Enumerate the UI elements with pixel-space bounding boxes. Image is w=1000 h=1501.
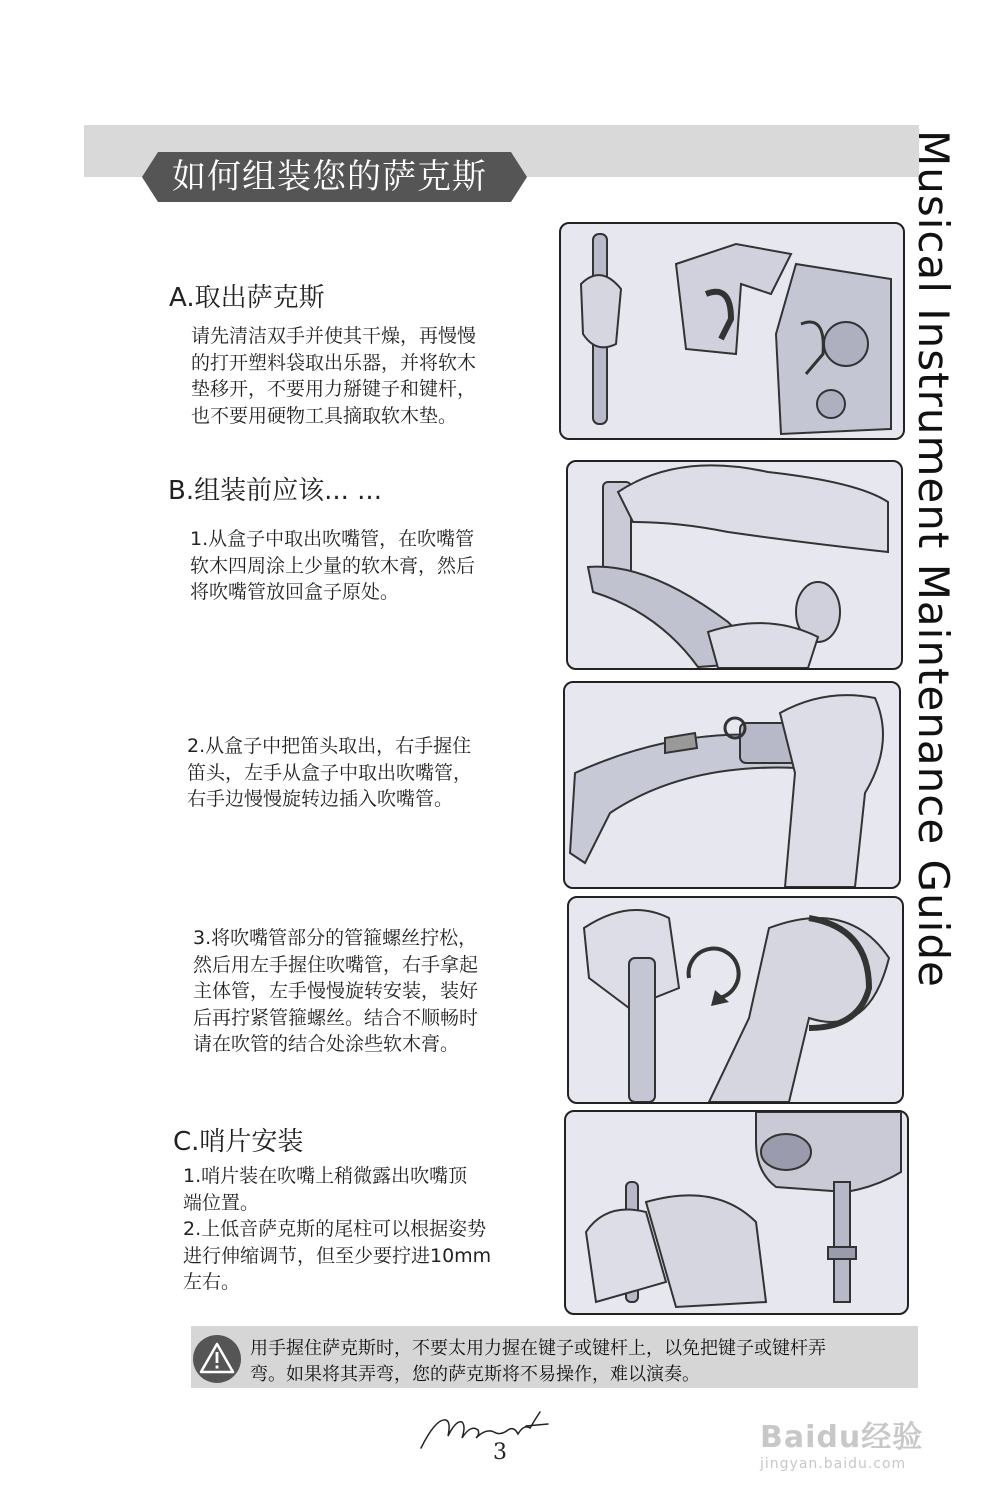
section-b-step2 [187,733,517,813]
text-line: 主体管，左手慢慢旋转安装，装好 [193,980,479,1002]
illustration-body-assembly [567,896,904,1104]
text-line: 请先清洁双手并使其干燥，再慢慢 [191,325,477,347]
text-line: 弯。如果将其弄弯，您的萨克斯将不易操作，难以演奏。 [250,1364,700,1385]
text-line: 左右。 [183,1271,241,1293]
text-line: 端位置。 [183,1191,260,1214]
text-line: 右手边慢慢旋转边插入吹嘴管。 [187,788,454,810]
watermark [760,1412,960,1482]
watermark-url: jingyan.baidu.com [760,1456,907,1472]
signature-logo [416,1408,556,1453]
text-line: 后再拧紧管箍螺丝。结合不顺畅时 [193,1006,479,1029]
text-line: 将吹嘴管放回盒子原处。 [190,581,400,603]
watermark-logo: Baidu经验 [760,1420,924,1455]
text-line: 然后用左手握住吹嘴管，右手拿起 [193,953,479,976]
page-number: 3 [493,1440,507,1465]
side-title-text: Musical Instrument Maintenance Guide [909,130,958,988]
section-b-heading: B.组装前应该... ... [168,476,382,506]
section-b-step3 [193,925,523,1058]
warning-triangle-icon [192,1334,242,1384]
side-title [893,130,973,988]
warning-text [250,1336,915,1388]
section-c-text [183,1163,528,1296]
text-line: 3.将吹嘴管部分的管箍螺丝拧松， [193,927,478,949]
text-line: 的打开塑料袋取出乐器，并将软木 [191,351,477,374]
text-line: 软木四周涂上少量的软木膏，然后 [190,554,476,577]
text-line: 2.上低音萨克斯的尾柱可以根据姿势 [183,1218,487,1240]
text-line: 也不要用硬物工具摘取软木垫。 [191,404,458,427]
text-line: 2.从盒子中把笛头取出，右手握住 [187,735,472,757]
text-line: 笛头，左手从盒子中取出吹嘴管， [187,761,473,784]
text-line: 1.从盒子中取出吹嘴管，在吹嘴管 [190,528,475,550]
illustration-neck-insert [563,681,901,889]
section-c-heading: C.哨片安装 [173,1127,304,1157]
section-a-heading: A.取出萨克斯 [169,283,325,313]
page-title: 如何组装您的萨克斯 [172,157,487,197]
text-line: 1.哨片装在吹嘴上稍微露出吹嘴顶 [183,1165,468,1187]
illustration-unpacking [559,222,905,440]
text-line: 进行伸缩调节，但至少要拧进10mm [183,1244,492,1267]
section-b-step1 [190,526,520,606]
text-line: 垫移开，不要用力掰键子和键杆， [191,378,477,400]
illustration-mouthpiece-cork [566,460,903,670]
illustration-reed-endpin [564,1110,909,1315]
text-line: 用手握住萨克斯时，不要太用力握在键子或键杆上，以免把键子或键杆弄 [250,1338,826,1359]
section-a-text [191,323,521,429]
text-line: 请在吹管的结合处涂些软木膏。 [193,1033,460,1055]
